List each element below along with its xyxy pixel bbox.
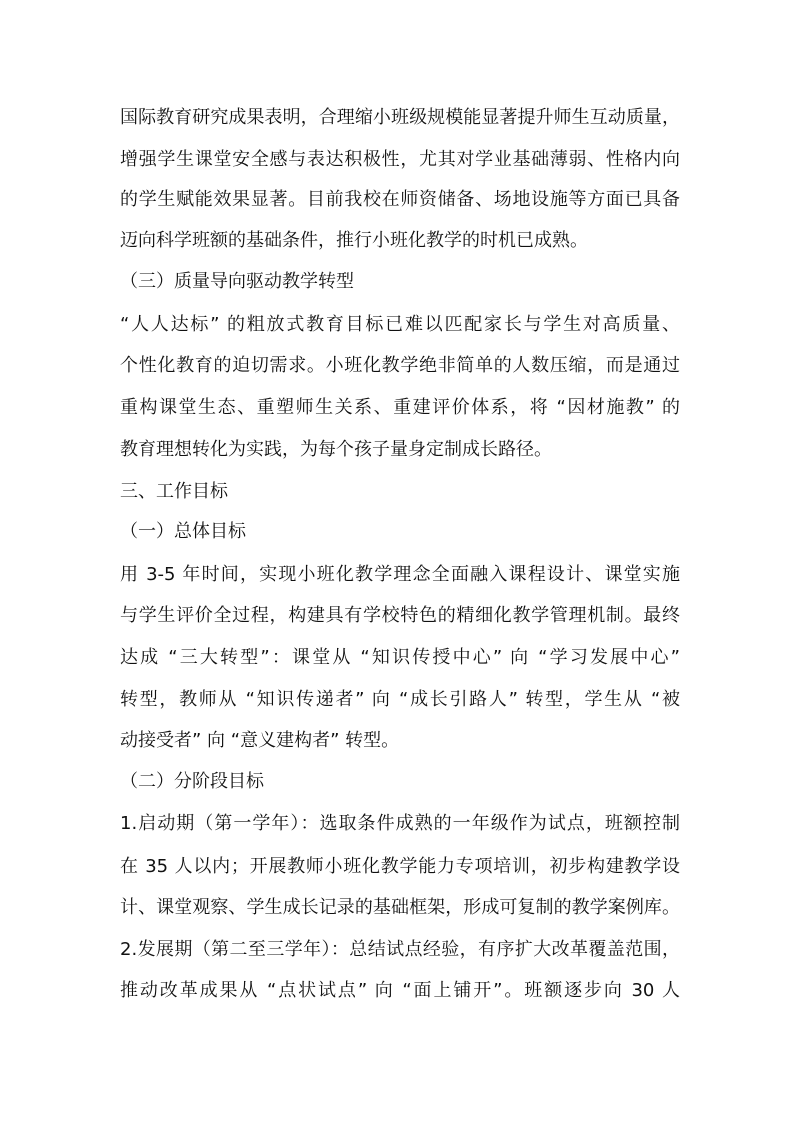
body-text-line: 2.发展期（第二至三学年）：总结试点经验，有序扩大改革覆盖范围，	[120, 939, 680, 960]
body-text-line: 个性化教育的迫切需求。小班化教学绝非简单的人数压缩，而是通过	[120, 355, 680, 376]
body-text-line: 国际教育研究成果表明，合理缩小班级规模能显著提升师生互动质量，	[120, 107, 680, 128]
section-heading: （三）质量导向驱动教学转型	[120, 271, 354, 292]
body-text-line: 转型，教师从 “知识传递者” 向 “成长引路人” 转型，学生从 “被	[120, 689, 680, 710]
body-text-line: 用 3-5 年时间，实现小班化教学理念全面融入课程设计、课堂实施	[120, 564, 680, 585]
body-text-line: 与学生评价全过程，构建具有学校特色的精细化教学管理机制。最终	[120, 605, 680, 626]
body-text-line: 重构课堂生态、重塑师生关系、重建评价体系，将 “因材施教” 的	[120, 397, 680, 418]
body-text-line: 计、课堂观察、学生成长记录的基础框架，形成可复制的教学案例库。	[120, 897, 680, 918]
subsection-heading: （二）分阶段目标	[120, 771, 264, 792]
body-text-line: 迈向科学班额的基础条件，推行小班化教学的时机已成熟。	[120, 230, 588, 251]
body-text-line: 增强学生课堂安全感与表达积极性，尤其对学业基础薄弱、性格内向	[120, 149, 680, 170]
body-text-line: 在 35 人以内；开展教师小班化教学能力专项培训，初步构建教学设	[120, 856, 680, 877]
subsection-heading: （一）总体目标	[120, 521, 246, 542]
section-heading: 三、工作目标	[120, 481, 228, 502]
body-text-line: “人人达标” 的粗放式教育目标已难以匹配家长与学生对高质量、	[120, 314, 680, 335]
body-text-line: 1.启动期（第一学年）：选取条件成熟的一年级作为试点，班额控制	[120, 813, 680, 834]
body-text-line: 推动改革成果从 “点状试点” 向 “面上铺开”。班额逐步向 30 人	[120, 980, 680, 1001]
body-text-line: 动接受者” 向 “意义建构者” 转型。	[120, 730, 400, 751]
body-text-line: 的学生赋能效果显著。目前我校在师资储备、场地设施等方面已具备	[120, 189, 680, 210]
body-text-line: 教育理想转化为实践，为每个孩子量身定制成长路径。	[120, 439, 552, 460]
body-text-line: 达成 “三大转型”：课堂从 “知识传授中心” 向 “学习发展中心”	[120, 647, 680, 668]
